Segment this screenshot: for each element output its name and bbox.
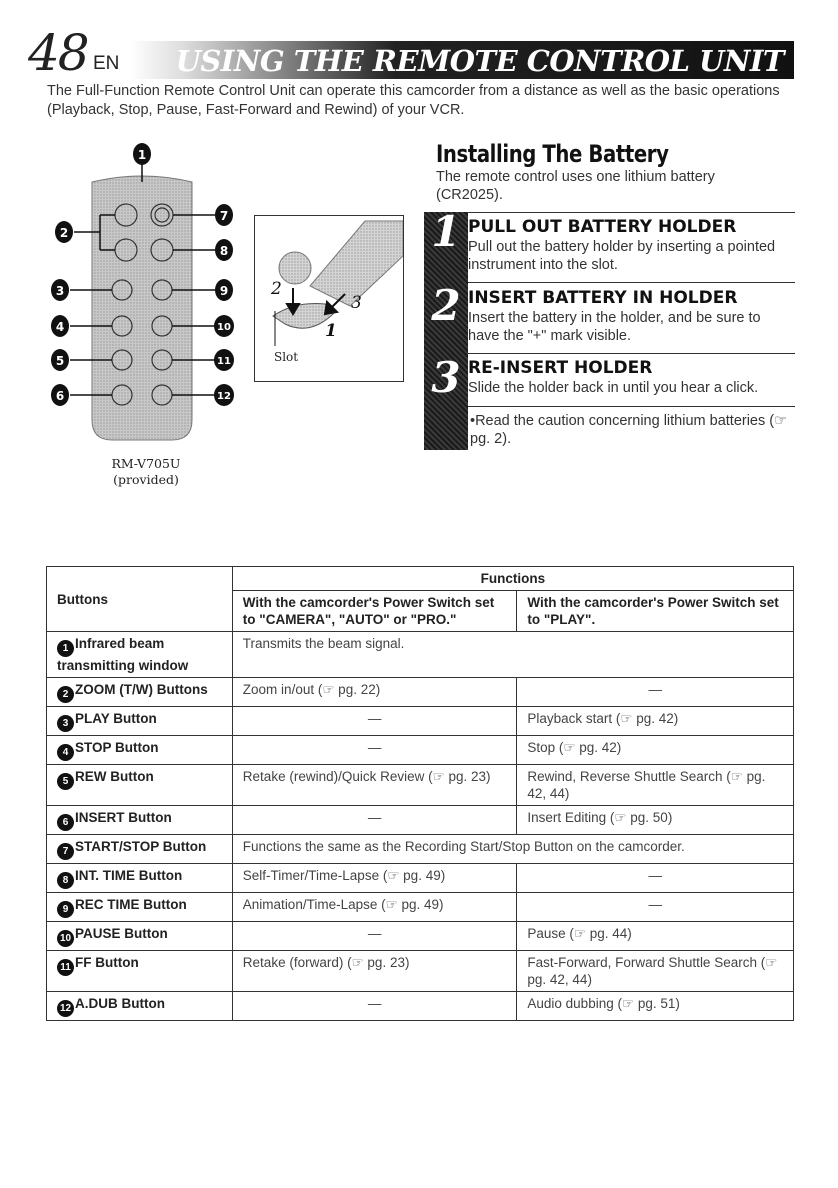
function-camera: Animation/Time-Lapse (☞ pg. 49) bbox=[232, 893, 517, 922]
step-2-number: 2 bbox=[431, 281, 461, 330]
table-row bbox=[47, 835, 794, 864]
slot-label: Slot bbox=[274, 350, 299, 364]
battery-holder bbox=[273, 304, 333, 329]
function-play: Stop (☞ pg. 42) bbox=[517, 736, 794, 765]
page-number: 48 bbox=[28, 24, 88, 82]
table-row bbox=[47, 765, 794, 806]
note-rule bbox=[468, 406, 795, 407]
function-camera: — bbox=[232, 736, 517, 765]
svg-text:5: 5 bbox=[55, 354, 65, 368]
button-name: PAUSE Button bbox=[75, 926, 168, 941]
table-row bbox=[47, 864, 794, 893]
function-play: — bbox=[517, 678, 794, 707]
language-code: EN bbox=[93, 53, 120, 74]
button-name: ZOOM (T/W) Buttons bbox=[75, 682, 208, 697]
function-play: Playback start (☞ pg. 42) bbox=[517, 707, 794, 736]
arrow-label-2: 2 bbox=[271, 279, 282, 299]
header-play-mode: With the camcorder's Power Switch set to "PLAY". bbox=[517, 591, 794, 632]
function-play: — bbox=[517, 864, 794, 893]
step-2-body: Insert the battery in the holder, and be sure to have the "+" mark visible. bbox=[468, 310, 761, 344]
button-name: FF Button bbox=[75, 955, 139, 970]
table-row bbox=[47, 678, 794, 707]
row-number-badge: 7 bbox=[57, 843, 74, 860]
function-play: Audio dubbing (☞ pg. 51) bbox=[517, 992, 794, 1021]
svg-text:4: 4 bbox=[55, 320, 65, 334]
step-3-number: 3 bbox=[431, 353, 461, 402]
function-camera: — bbox=[232, 992, 517, 1021]
table-row bbox=[47, 736, 794, 765]
svg-text:9: 9 bbox=[219, 284, 229, 298]
row-number-badge: 1 bbox=[57, 640, 74, 657]
callout-5 bbox=[51, 349, 69, 371]
svg-text:6: 6 bbox=[55, 389, 65, 403]
step-3-title: RE-INSERT HOLDER bbox=[468, 358, 653, 378]
callout-10 bbox=[214, 315, 234, 337]
svg-text:2: 2 bbox=[59, 226, 69, 240]
step-1-number: 1 bbox=[431, 207, 461, 256]
row-number-badge: 2 bbox=[57, 686, 74, 703]
section-banner bbox=[130, 41, 794, 79]
section-title: USING THE REMOTE CONTROL UNIT bbox=[175, 44, 784, 78]
function-camera: Zoom in/out (☞ pg. 22) bbox=[232, 678, 517, 707]
callout-12 bbox=[214, 384, 234, 406]
callout-9 bbox=[215, 279, 233, 301]
function-play: Pause (☞ pg. 44) bbox=[517, 922, 794, 951]
remote-model-number: RM-V705U bbox=[111, 456, 181, 471]
callout-8 bbox=[215, 239, 233, 261]
callout-4 bbox=[51, 315, 69, 337]
remote-model-label bbox=[86, 456, 206, 488]
row-number-badge: 8 bbox=[57, 872, 74, 889]
arrow-label-3: 3 bbox=[351, 293, 362, 313]
callout-1 bbox=[133, 143, 151, 165]
row-number-badge: 3 bbox=[57, 715, 74, 732]
button-name: INSERT Button bbox=[75, 810, 172, 825]
function-camera: Self-Timer/Time-Lapse (☞ pg. 49) bbox=[232, 864, 517, 893]
step-2-title: INSERT BATTERY IN HOLDER bbox=[468, 288, 738, 308]
callout-7 bbox=[215, 204, 233, 226]
button-name: PLAY Button bbox=[75, 711, 157, 726]
row-number-badge: 5 bbox=[57, 773, 74, 790]
svg-text:8: 8 bbox=[219, 244, 229, 258]
function-camera: — bbox=[232, 922, 517, 951]
button-name: REC TIME Button bbox=[75, 897, 187, 912]
function-camera: — bbox=[232, 806, 517, 835]
remote-control-illustration bbox=[40, 140, 240, 490]
table-row bbox=[47, 992, 794, 1021]
header-functions: Functions bbox=[232, 567, 793, 591]
step-3-body: Slide the holder back in until you hear a click. bbox=[468, 380, 759, 396]
row-number-badge: 9 bbox=[57, 901, 74, 918]
row-number-badge: 4 bbox=[57, 744, 74, 761]
button-name: REW Button bbox=[75, 769, 154, 784]
callout-2 bbox=[55, 221, 73, 243]
button-name: Infrared beam transmitting window bbox=[57, 636, 189, 673]
step-1-body: Pull out the battery holder by inserting a pointed instrument into the slot. bbox=[468, 239, 776, 273]
button-name: A.DUB Button bbox=[75, 996, 165, 1011]
function-play: Insert Editing (☞ pg. 50) bbox=[517, 806, 794, 835]
callout-6 bbox=[51, 384, 69, 406]
function-camera: Retake (rewind)/Quick Review (☞ pg. 23) bbox=[232, 765, 517, 806]
svg-text:7: 7 bbox=[219, 209, 229, 223]
table-row bbox=[47, 951, 794, 992]
step-2-rule bbox=[468, 282, 795, 283]
table-row bbox=[47, 806, 794, 835]
installing-title: Installing The Battery bbox=[436, 140, 669, 168]
intro-paragraph: The Full-Function Remote Control Unit can operate this camcorder from a distance as well as the basic operations (Playback, Stop, Pause, Fast-Forward and Rewind) of your VCR. bbox=[47, 83, 780, 118]
function-play: Fast-Forward, Forward Shuttle Search (☞ pg. 42, 44) bbox=[517, 951, 794, 992]
function-both: Transmits the beam signal. bbox=[232, 632, 793, 678]
lithium-caution-note: •Read the caution concerning lithium batteries (☞ pg. 2). bbox=[470, 413, 788, 447]
row-number-badge: 6 bbox=[57, 814, 74, 831]
function-camera: — bbox=[232, 707, 517, 736]
step-3-rule bbox=[468, 353, 795, 354]
callout-3 bbox=[51, 279, 69, 301]
header-camera-mode: With the camcorder's Power Switch set to "CAMERA", "AUTO" or "PRO." bbox=[232, 591, 517, 632]
button-name: STOP Button bbox=[75, 740, 159, 755]
functions-table bbox=[46, 566, 794, 1021]
svg-text:3: 3 bbox=[55, 284, 65, 298]
table-header-row bbox=[47, 567, 794, 591]
installing-description: The remote control uses one lithium battery (CR2025). bbox=[436, 169, 715, 203]
function-camera: Retake (forward) (☞ pg. 23) bbox=[232, 951, 517, 992]
function-both: Functions the same as the Recording Start/Stop Button on the camcorder. bbox=[232, 835, 793, 864]
row-number-badge: 11 bbox=[57, 959, 74, 976]
table-row bbox=[47, 893, 794, 922]
step-1-rule bbox=[468, 212, 795, 213]
button-name: START/STOP Button bbox=[75, 839, 207, 854]
svg-text:1: 1 bbox=[137, 148, 147, 162]
table-row bbox=[47, 922, 794, 951]
table-row bbox=[47, 632, 794, 678]
svg-text:12: 12 bbox=[217, 391, 231, 402]
function-play: Rewind, Reverse Shuttle Search (☞ pg. 42, 44) bbox=[517, 765, 794, 806]
button-name: INT. TIME Button bbox=[75, 868, 183, 883]
header-buttons: Buttons bbox=[47, 567, 233, 632]
arrow-label-1: 1 bbox=[325, 321, 337, 341]
svg-text:10: 10 bbox=[217, 322, 231, 333]
step-1-title: PULL OUT BATTERY HOLDER bbox=[468, 217, 737, 237]
svg-text:11: 11 bbox=[217, 356, 231, 367]
table-row bbox=[47, 707, 794, 736]
callout-11 bbox=[214, 349, 234, 371]
battery-coin bbox=[279, 252, 311, 284]
function-play: — bbox=[517, 893, 794, 922]
row-number-badge: 12 bbox=[57, 1000, 74, 1017]
row-number-badge: 10 bbox=[57, 930, 74, 947]
remote-provided-note: (provided) bbox=[113, 472, 179, 487]
